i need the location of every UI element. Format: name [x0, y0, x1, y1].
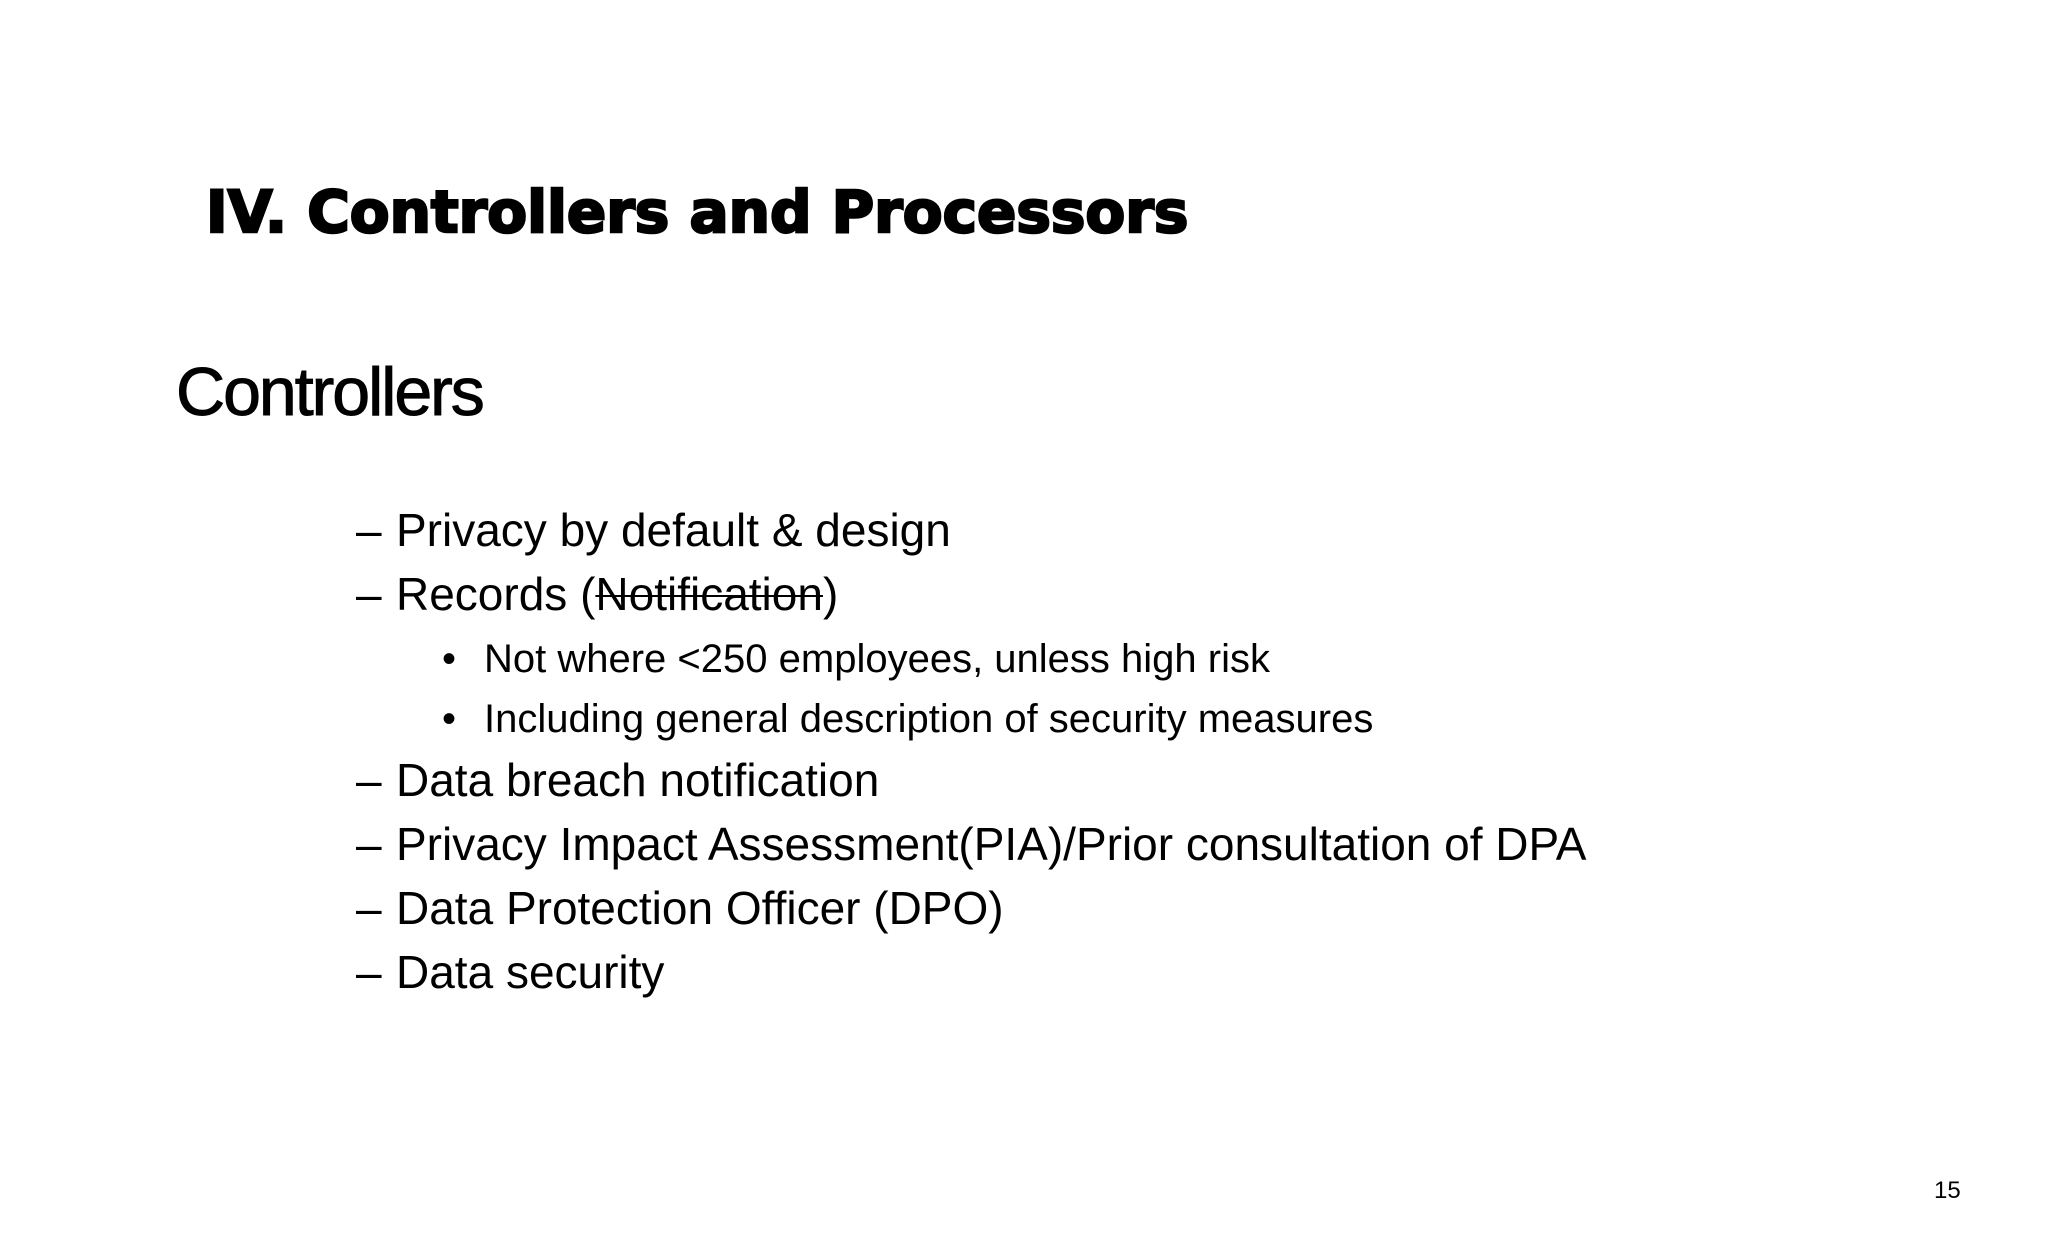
list-item-text: Data security — [396, 946, 665, 998]
list-item-text — [396, 566, 838, 622]
dash-marker: – — [356, 754, 382, 806]
sub-list-item — [0, 634, 2048, 684]
list-item-text-after: ) — [822, 568, 839, 620]
list-item — [0, 880, 2048, 936]
subtitle: Controllers — [176, 354, 483, 430]
list-item-text: Privacy Impact Assessment(PIA)/Prior consultation of DPA — [396, 818, 1587, 870]
dash-marker: – — [356, 818, 382, 870]
sub-list-item-text: Including general description of security measures — [484, 697, 1374, 741]
list-item — [0, 752, 2048, 808]
dash-marker: – — [356, 882, 382, 934]
list-item — [0, 566, 2048, 622]
dash-marker: – — [356, 946, 382, 998]
list-item — [0, 816, 2048, 872]
section-title: IV. Controllers and Processors — [206, 178, 1189, 246]
dash-marker: – — [356, 504, 382, 556]
list-item-text: Data Protection Officer (DPO) — [396, 882, 1004, 934]
list-item — [0, 944, 2048, 1000]
list-item-text: Data breach notification — [396, 754, 880, 806]
list-item — [0, 502, 2048, 558]
sub-list-item — [0, 694, 2048, 744]
dot-marker: • — [442, 697, 457, 741]
list-item-text-before: Records ( — [396, 568, 596, 620]
struck-text: Notification — [595, 568, 823, 620]
sub-list-item-text: Not where <250 employees, unless high risk — [484, 637, 1270, 681]
list-item-text: Privacy by default & design — [396, 504, 951, 556]
page-number: 15 — [1934, 1177, 1961, 1204]
dash-marker: – — [356, 568, 382, 620]
dot-marker: • — [442, 637, 457, 681]
